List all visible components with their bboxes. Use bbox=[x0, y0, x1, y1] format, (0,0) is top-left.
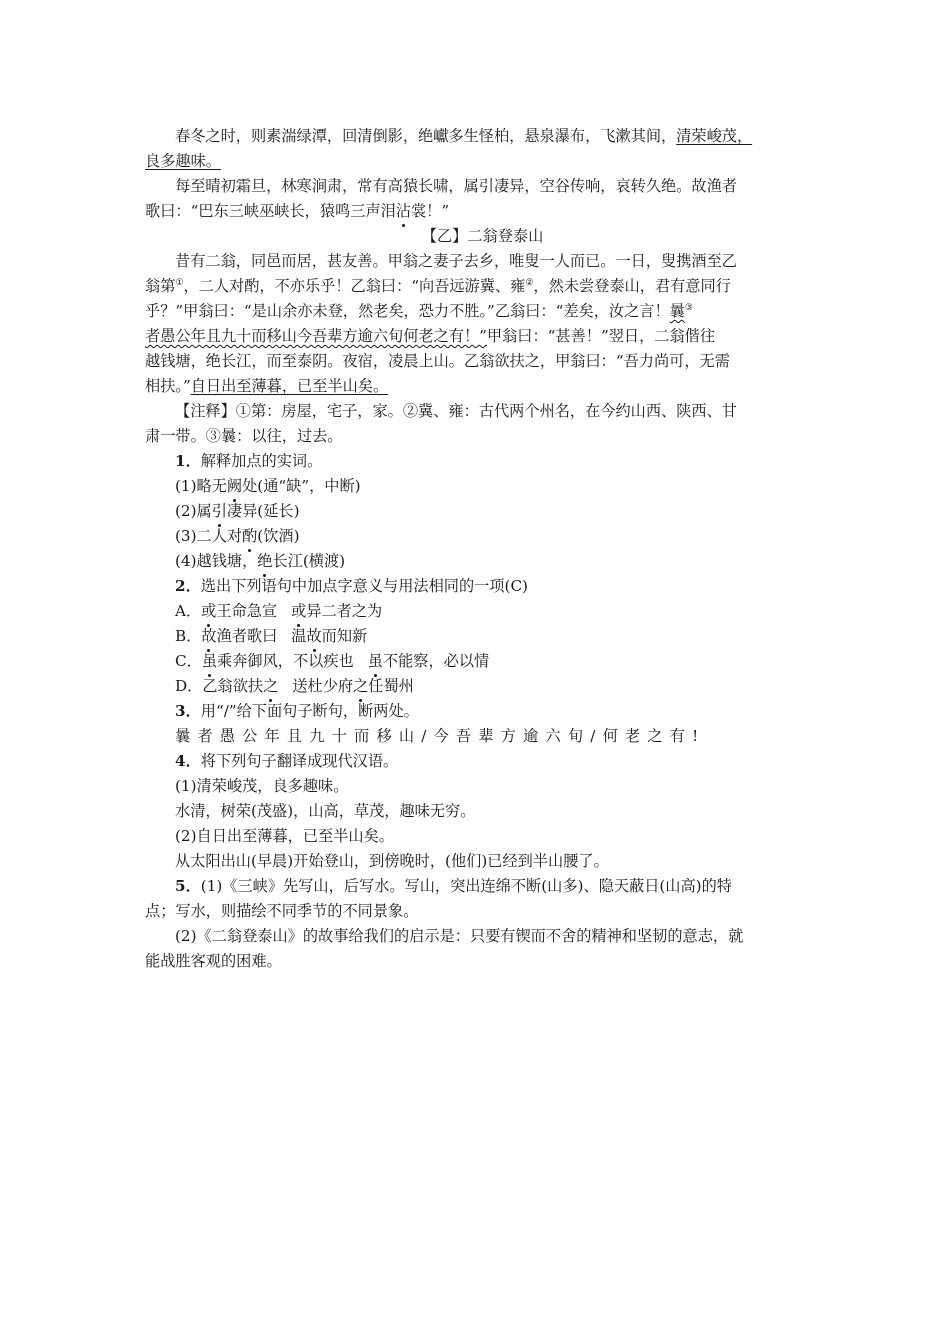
question-4-answer-1: 水清，树荣(茂盛)，山高，草茂，趣味无穷。 bbox=[175, 802, 476, 820]
notes-line-2: 肃一带。③曩：以往，过去。 bbox=[145, 427, 343, 445]
question-1-item-4: (4)越钱塘，绝长江(横渡) bbox=[145, 549, 820, 574]
passage-jia-line-2 bbox=[145, 149, 820, 174]
question-1-item-2: (2)属引凄异(延长) bbox=[145, 499, 820, 524]
dotted-char: 引 bbox=[212, 499, 227, 524]
question-5-line-4: 能战胜客观的困难。 bbox=[145, 952, 282, 970]
underlined-phrase: 自日出至薄暮，已至半山矣。 bbox=[190, 377, 389, 395]
question-4-answer-2: 从太阳出山(早晨)开始登山，到傍晚时，(他们)已经到半山腰了。 bbox=[175, 852, 609, 870]
passage-yi-line-6: 相扶。”自日出至薄暮，已至半山矣。 bbox=[145, 377, 389, 395]
wavy-underlined-char: 曩 bbox=[669, 302, 685, 320]
dotted-char: 沾 bbox=[396, 199, 411, 224]
passage-yi-line-3: 乎？”甲翁曰：“是山余亦未登，然老矣，恐力不胜。”乙翁曰：“差矣，汝之言！曩③ bbox=[145, 302, 693, 320]
document-page bbox=[145, 124, 820, 974]
question-4-sentence-2: (2)自日出至薄暮，已至半山矣。 bbox=[175, 827, 394, 845]
dotted-char: 或 bbox=[201, 599, 216, 624]
dotted-char: 虽 bbox=[202, 649, 217, 674]
question-1-item-3: (3)二人对酌(饮酒) bbox=[145, 524, 820, 549]
passage-jia-line-4: 歌曰：“巴东三峡巫峡长，猿鸣三声泪沾裳！” bbox=[145, 199, 820, 224]
passage-jia-line-3: 每至晴初霜旦，林寒涧肃，常有高猿长啸，属引凄异，空谷传响，哀转久绝。故渔者 bbox=[175, 177, 737, 195]
dotted-char: 故 bbox=[201, 624, 216, 649]
question-4-title: 4．将下列句子翻译成现代汉语。 bbox=[175, 752, 399, 770]
question-2-title: 2．选出下列语句中加点字意义与用法相同的一项(C) bbox=[175, 577, 528, 595]
wavy-underlined-sentence: 者愚公年且九十而移山今吾辈方逾六旬何老之有！” bbox=[145, 327, 487, 345]
question-4-sentence-1: (1)清荣峻茂，良多趣味。 bbox=[175, 777, 349, 795]
question-2-option-d: D．乙翁欲扶之 送杜少府之任蜀州 bbox=[145, 674, 820, 699]
dotted-char: 故 bbox=[306, 624, 321, 649]
question-2-option-a: A．或王命急宣 或异二者之为 bbox=[145, 599, 820, 624]
question-1-title: 1．解释加点的实词。 bbox=[175, 452, 323, 470]
passage-yi-title: 【乙】二翁登泰山 bbox=[421, 227, 544, 245]
question-1-item-1: (1)略无阙处(通“缺”，中断) bbox=[145, 474, 820, 499]
question-5-line-3: (2)《二翁登泰山》的故事给我们的启示是：只要有锲而不舍的精神和坚韧的意志，就 bbox=[175, 927, 744, 945]
question-2-option-c: C．虽乘奔御风，不以疾也 虽不能察，必以情 bbox=[145, 649, 820, 674]
underlined-phrase: 清荣峻茂， bbox=[676, 127, 753, 145]
dotted-char: 阙 bbox=[227, 474, 242, 499]
passage-yi-line-4: 者愚公年且九十而移山今吾辈方逾六旬何老之有！”甲翁曰：“甚善！”翌日，二翁偕往 bbox=[145, 327, 716, 345]
footnote-marker: ③ bbox=[684, 302, 693, 313]
dotted-char: 之 bbox=[353, 674, 368, 699]
question-3-title: 3．用“/”给下面句子断句，断两处。 bbox=[175, 702, 419, 720]
dotted-char: 之 bbox=[263, 674, 278, 699]
underlined-phrase: 良多趣味。 bbox=[145, 152, 221, 170]
passage-yi-line-5: 越钱塘，绝长江，而至泰阴。夜宿，凌晨上山。乙翁欲扶之，甲翁曰：“吾力尚可，无需 bbox=[145, 352, 730, 370]
question-2-option-b: B．故渔者歌曰 温故而知新 bbox=[145, 624, 820, 649]
question-5-line-2: 点；写水，则描绘不同季节的不同景象。 bbox=[145, 902, 419, 920]
dotted-char: 绝 bbox=[257, 549, 272, 574]
question-3-answer: 曩者愚公年且九十而移山/今吾辈方逾六旬/何老之有! bbox=[175, 727, 706, 745]
passage-yi-line-2: 翁第①，二人对酌，不亦乐乎！乙翁曰：“向吾远游冀、雍②，然未尝登泰山，君有意同行 bbox=[145, 277, 731, 295]
footnote-marker: ② bbox=[525, 277, 534, 288]
passage-jia-line-1: 春冬之时，则素湍绿潭，回清倒影，绝巘多生怪柏，悬泉瀑布，飞漱其间，清荣峻茂， bbox=[175, 127, 753, 145]
footnote-marker: ① bbox=[175, 277, 184, 288]
dotted-char: 虽 bbox=[368, 649, 383, 674]
dotted-char: 酌 bbox=[242, 524, 257, 549]
notes-line-1: 【注释】①第：房屋，宅子，家。②冀、雍：古代两个州名，在今约山西、陕西、甘 bbox=[175, 402, 737, 420]
dotted-char: 或 bbox=[291, 599, 306, 624]
passage-yi-line-1: 昔有二翁，同邑而居，甚友善。甲翁之妻子去乡，唯叟一人而已。一日，叟携酒至乙 bbox=[175, 252, 737, 270]
question-5-line-1: 5．(1)《三峡》先写山，后写水。写山，突出连绵不断(山多)、隐天蔽日(山高)的特 bbox=[175, 877, 732, 895]
